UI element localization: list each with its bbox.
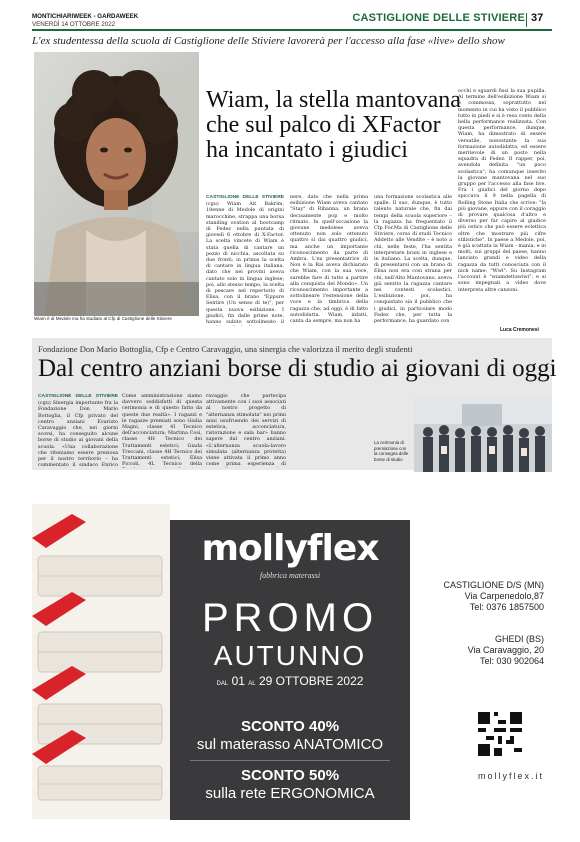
ad-store-ghedi bbox=[420, 634, 544, 667]
portrait-image bbox=[34, 52, 199, 316]
qr-code-icon bbox=[478, 712, 522, 756]
ad-offer2-discount: SCONTO 50% bbox=[240, 767, 340, 784]
article1-photo-caption: Wiam è di Medole ma ha studiato al Cfp di Castiglione delle Stiviere bbox=[34, 316, 172, 321]
ad-offer1-discount: SCONTO 40% bbox=[240, 718, 340, 735]
ad-store-castiglione bbox=[420, 580, 544, 613]
article1-column-1 bbox=[206, 194, 284, 326]
article2-column-2: Come amministrazione siamo davvero soddisfatti di questa cerimonia e di questo fatto da queste due realtà». I ragazzi e le ragazze premiati sono Giulia Magni, classe 4I Tecnico dell'acconciatura; Martina Cosi, classe 4H Tecnico dei Trattamenti estetici; Giada Treccani, classe 4H Tecnico dei Trattamenti estetici; Elisa Piccoli, 4L Tecnico della bbox=[122, 393, 202, 468]
date-to: 29 OTTOBRE 2022 bbox=[258, 674, 364, 688]
article2-photo bbox=[414, 398, 552, 472]
ad-website: mollyflex.it bbox=[477, 771, 544, 781]
ad-offer-divider bbox=[190, 760, 390, 761]
qr-code-graphic bbox=[478, 712, 522, 756]
article1-signature: Luca Cremonesi bbox=[500, 327, 539, 333]
article2-column-1 bbox=[38, 393, 118, 468]
column-text: (cgu) Wiam Ait Bakrim, 18enne di Medole di origini marocchine, strappa una borsa standing ovation al bootcamp di Fedez nella puntata di giovedì 6 ottobre di X-Factor. La scelta vincete di Wiam è stata quella di cantare un pezzo di nicchia, ascoltata su due fronti: in primis la scelta di cantare in lingua italiana, dato che nei provini aveva cantato solo in lingua inglese; poi, allo stesso tempo, la scelta di pescare nel repertorio di Elisa, con il brano "Eppure Sentire (Un senso di te)", per questa nuova esibizione. I giudici, fin dalle prime note, hanno subito sottolineato il bbox=[206, 201, 284, 326]
ad-date-range bbox=[170, 674, 410, 688]
header-divider bbox=[526, 13, 527, 27]
mattress-image bbox=[32, 504, 170, 819]
ceremony-group-image bbox=[414, 398, 552, 472]
header-rule bbox=[32, 29, 552, 31]
article2-kicker: Fondazione Don Mario Bottoglia, Cfp e Centro Caravaggio, una sinergia che valorizza il merito degli studenti bbox=[38, 344, 413, 354]
page-number: 37 bbox=[531, 12, 544, 24]
headline-line: che sul palco di XFactor bbox=[206, 112, 441, 138]
headline-line: Wiam, la stella mantovana bbox=[206, 87, 461, 113]
publication-name: MONTICHIARIWEEK - GARDAWEEK bbox=[32, 13, 139, 20]
publication-date: VENERDÌ 14 OTTOBRE 2022 bbox=[32, 20, 116, 28]
article2-photo-caption: La cerimonia di premiazione con la consegna delle borse di studio bbox=[374, 440, 409, 462]
store-street: Via Caravaggio, 20 bbox=[467, 645, 544, 655]
date-prefix: DAL bbox=[216, 681, 229, 687]
article1-photo bbox=[34, 52, 199, 316]
ad-tagline: fabbrica materassi bbox=[259, 571, 321, 580]
ad-promo-title: PROMO bbox=[201, 596, 379, 640]
date-from: 01 bbox=[231, 674, 245, 688]
article1-column-2: nere, dato che nella prima esibizione Wiam aveva cantato "Stay" di Rihanna, un brano decisamente pop e molto ritmato. In quell'occasione la giovane medolese aveva ottenuto non solo ottenuto quattro sì dai quattro giudici, ma anche un importante riconoscimento da parte di Ambra. L'ex presentatrice di Non è la Rai aveva dichiarato che Wiam, con la sua voce, sarebbe fare di tutto a partire alla conquista del Mondo». Un riconoscimento importante a sottolineare l'estensione della voce e la timbrica della ragazza che, ad oggi, è di fatto autodidatta. Wiam, infatti, canta da sempre, ma non ha bbox=[290, 194, 368, 325]
ad-offer2-product: sulla rete ERGONOMICA bbox=[205, 785, 375, 802]
store-street: Via Carpenedolo,87 bbox=[464, 591, 544, 601]
store-city: GHEDI (BS) bbox=[494, 634, 544, 644]
headline-line: ha incantato i giudici bbox=[206, 137, 408, 163]
article1-kicker: L'ex studentessa della scuola di Castiglione delle Stiviere lavorerà per l'accesso alla fase «live» dello show bbox=[32, 35, 505, 47]
section-title: CASTIGLIONE DELLE STIVIERE bbox=[352, 12, 525, 24]
store-city: CASTIGLIONE D/S (MN) bbox=[443, 580, 544, 590]
location-tag: CASTIGLIONE DELLE STIVIERE bbox=[206, 195, 284, 200]
article2-column-4 bbox=[290, 393, 370, 468]
column-text: (cgu) Sinergia importante fra la Fondazione Don Mario Bottoglia, il Cfp privato del centro anziani Evaristo Caravaggio che, nei giorni scorsi, ha conseguito alcune borse di studio ai giovani della scuola. «Una collaborazione che riteniamo essere preziosa per il nostro territorio – ha commentato il sindaco Enrico bbox=[38, 400, 118, 468]
ad-offer1-product: sul materasso ANATOMICO bbox=[196, 736, 384, 753]
article2-headline: Dal centro anziani borse di studio ai giovani di oggi bbox=[38, 355, 557, 382]
location-tag: CASTIGLIONE DELLE STIVIERE bbox=[38, 394, 118, 399]
article1-column-4: occhi e sguardi fissi la sua pupilla. Al termine dell'esibizione Wiam si è commossa, soprattutto nel momento in cui ha visto il pubblico tutto in piedi e si è resa conto della bella performance realizzata. Con questa performance, dunque, Wiam, ha dimostrato di essere versatile, nonostante la sua formazione autodidatta, ed essere meritevole di un posto nella squadra di Fedez. Il rapper, poi, avendola definita "un poco scolastica", ha comunque inserito la giovane mantovana nel suo gruppo per l'accesso alla fase live. Fra i giudici del giorno dopo spiccava il 9 nella pagella di Rolling Stone Italia che scrive: "la più giovane, eppure con il coraggio di provare qualcosa d'altro e diverso per far capire al giudice più ostico che può essere eclettica oltre che mostrare più cifre stilistiche". In paese a Medole, poi, è già scattata la Wiam - mania, e in molti, sui gruppi del paese, hanno lanciato grandi e video della ragazza da tutti conosciuta con il nick name: "Wwl". Su Instagram l'account è "wiamdettawiwi", e si sono impegnati a video dove interpreta altre canzoni. bbox=[458, 88, 546, 293]
store-phone: Tel: 0376 1857500 bbox=[469, 602, 544, 612]
publication-masthead bbox=[32, 13, 138, 28]
ad-season-title: AUTUNNO bbox=[213, 640, 367, 671]
article2-column-3: ravaggio che partecipa attivamente con i suoi associati al nostro progetto di "alternanza stimolata" nei primi anni usufruendo dei servizi di estetica, acconciatura, ristorazione e sala bar» hanno sapere dal centro anziani. «L'alternanza scuola-lavoro simulata (alternanza protetta) viene attivata il primo anno come prima esperienza di bbox=[206, 393, 286, 468]
store-phone: Tel: 030 902064 bbox=[479, 656, 544, 666]
article1-column-3: una formazione scolastica alle spalle. Il suo, dunque, è tutto talento naturale che, fin dai tempi della scuola superiore – la ragazza ha frequentato il Cfp For.Ma di Castiglione delle Stiviere, corso di studi Tecnico Addetto alle Vendite – è noto a chi, nelle feste, l'ha sentita interpretare brani in inglese e in italiano. La scelta, dunque, di presentarsi con un brano di Elisa non era così strana per chi, nell'Alto Mantovano, aveva già sentito la ragazza cantare nei contesti scolastici. L'esibizione, poi, ha conquistato sia il pubblico che i giudici, in particolare modo Fedez che, per tutta la performance, ha guardato con bbox=[374, 194, 452, 325]
date-mid: AL bbox=[248, 681, 256, 687]
ad-brand-logo: mollyflex bbox=[201, 528, 379, 569]
ad-mattress-panel bbox=[32, 504, 170, 819]
